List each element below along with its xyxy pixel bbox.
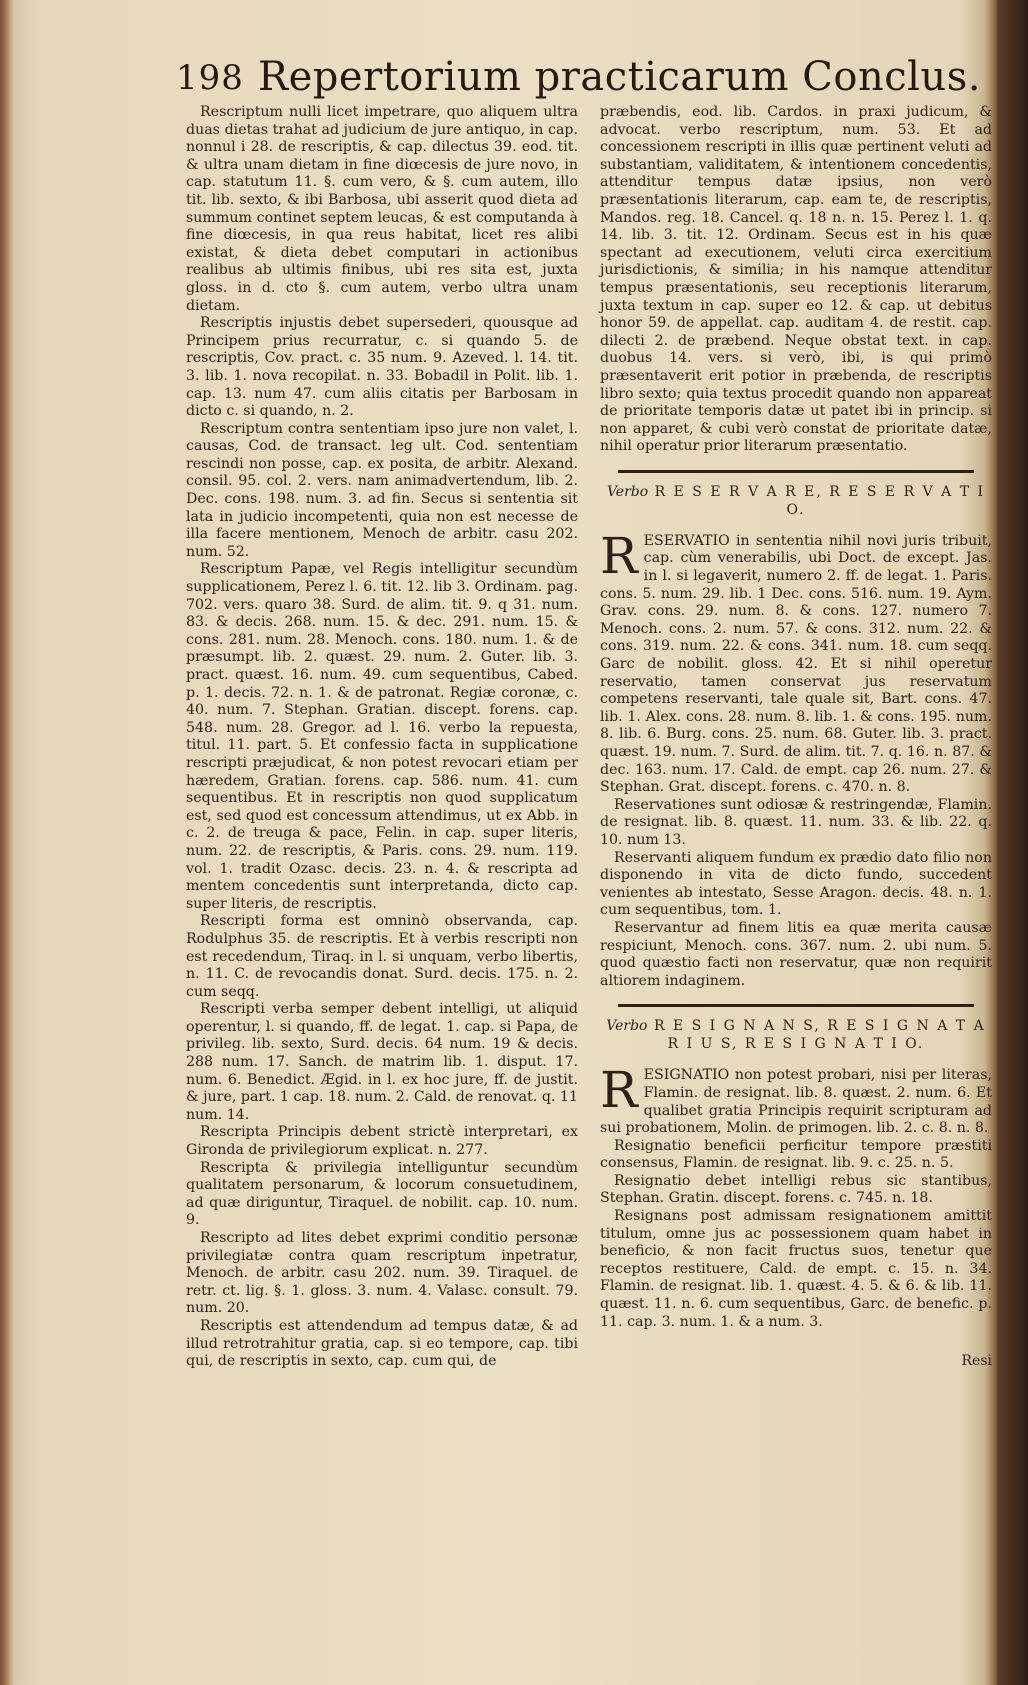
paragraph: Reservationes sunt odiosæ & restringendæ, Flamin. de resignat. lib. 8. quæst. 11. num. 33. & lib. 22. q. 10. num 13. xyxy=(600,796,992,848)
section-divider xyxy=(618,1004,974,1007)
drop-cap: R xyxy=(600,526,638,585)
catchword: Resi xyxy=(961,1353,992,1370)
book-binding-edge xyxy=(998,0,1028,1685)
paragraph: Resignans post admissam resignationem amittit titulum, omne jus ac possessionem quam habet in beneficio, & non facit fructus suos, tenetur que receptos restituere, Cald. de empt. c. 15. n. 34. Flamin. de resignat. lib. 1. quæst. 4. 5. & 6. & lib. 11. quæst. 11. n. 6. cum sequentibus, Garc. de benefic. p. 11. cap. 3. num. 1. & a num. 3. xyxy=(600,1208,992,1330)
paragraph: Rescriptis est attendendum ad tempus datæ, & ad illud retrotrahitur gratia, cap. si eo tempore, cap. tibi qui, de rescriptis in sexto, cap. cum qui, de xyxy=(186,1317,578,1370)
right-column xyxy=(600,104,992,1371)
page-header xyxy=(176,54,981,108)
drop-cap: R xyxy=(600,1061,638,1120)
paragraph-text: ESERVATIO in sententia nihil novi juris tribuit, cap. cùm venerabilis, ubi Doct. de except. Jas. in l. si legaverit, numero 2. ff. de legat. 1. Paris. cons. 5. num. 29. lib. 1 Dec. cons. 516. num. 19. Aym. Grav. cons. 29. num. 8. & cons. 127. numero 7. Menoch. cons. 2. num. 57. & cons. 312. num. 22. & cons. 319. num. 22. & cons. 341. num. 18. cum seqq. Garc de nobilit. gloss. 42. Et si nihil operetur reservatio, tamen conservat jus reservatum competens reservanti, tale quale sit, Bart. cons. 47. lib. 1. Alex. cons. 28. num. 8. lib. 1. & cons. 195. num. 8. lib. 6. Burg. cons. 25. num. 68. Guter. lib. 3. pract. quæst. 19. num. 7. Surd. de alim. tit. 7. q. 16. n. 87. & dec. 163. num. 17. Cald. de empt. cap 26. num. 27. & Stephan. Grat. discept. forens. c. 470. n. 8. xyxy=(600,532,992,796)
heading-text: R E S I G N A N S, R E S I G N A T A R I U S, R E S I G N A T I O. xyxy=(653,1018,986,1053)
section-heading-reservare xyxy=(600,483,992,519)
paragraph: Reservanti aliquem fundum ex prædio dato filio non disponendo in vita de dicto fundo, succedent venientes ab intestato, Sesse Aragon. decis. 48. n. 1. cum sequentibus, tom. 1. xyxy=(600,849,992,919)
paragraph: Reservantur ad finem litis ea quæ merita causæ respiciunt, Menoch. cons. 367. num. 2. ubi num. 5. quod quæstio facti non reservatur, quæ non requirit altiorem indaginem. xyxy=(600,919,992,989)
section-body-resignans xyxy=(600,1061,992,1331)
paragraph: Rescriptis injustis debet supersederi, quousque ad Principem prius recurratur, c. si quando 5. de rescriptis, Cov. pract. c. 35 num. 9. Azeved. l. 14. tit. 3. lib. 1. nova recopilat. n. 33. Bobadil in Polit. lib. 1. cap. 13. num 47. cum aliis citatis per Barbosam in dicto c. si quando, n. 2. xyxy=(186,315,578,420)
heading-prefix: Verbo xyxy=(606,1018,648,1035)
section-body-reservare xyxy=(600,526,992,990)
paragraph: Rescriptum Papæ, vel Regis intelligitur secundùm supplicationem, Perez l. 6. tit. 12. lib 3. Ordinam. pag. 702. vers. quaro 38. Surd. de alim. tit. 9. q 31. num. 83. & decis. 268. num. 15. & dec. 291. num. 15. & cons. 281. num. 28. Menoch. cons. 180. num. 1. & de præsumpt. lib. 2. quæst. 29. num. 2. Guter. lib. 3. pract. quæst. 16. num. 49. cum sequentibus, Cabed. p. 1. decis. 72. n. 1. & de patronat. Regiæ coronæ, c. 40. num. 7. Stephan. Gratian. discept. forens. cap. 548. num. 28. Gregor. ad l. 16. verbo la repuesta, titul. 11. part. 5. Et confessio facta in supplicatione rescripti præjudicat, & non potest revocari etiam per hæredem, Gratian. forens. cap. 586. num. 41. cum sequentibus. Et in rescriptis non quod supplicatum est, sed quod est concessum attendimus, ut ex Abb. in c. 2. de treuga & pace, Felin. in cap. super literis, num. 22. de rescriptis, & Paris. cons. 29. num. 119. vol. 1. tradit Ozasc. decis. 23. n. 4. & rescripta ad mentem concedentis sunt interpretanda, dicto cap. super literis, de rescriptis. xyxy=(186,561,578,912)
paragraph: Rescriptum contra sententiam ipso jure non valet, l. causas, Cod. de transact. leg ult. Cod. sententiam rescindi non posse, cap. ex posita, de arbitr. Alexand. consil. 95. col. 2. vers. nam animadvertendum, lib. 2. Dec. cons. 198. num. 3. ad fin. Secus si sententia sit lata in judicio incompetenti, quia non est necesse de illa facere mentionem, Menoch de arbitr. casu 202. num. 52. xyxy=(186,420,578,560)
paragraph: præbendis, eod. lib. Cardos. in praxi judicum, & advocat. verbo rescriptum, num. 53. Et ad concessionem rescripti in illis quæ pertinent veluti ad substantiam, validitatem, & intentionem concedentis, attenditur tempus datæ ipsius, non verò præsentationis literarum, cap. eam te, de rescriptis, Mandos. reg. 18. Cancel. q. 18 n. n. 15. Perez l. 1. q. 14. lib. 3. tit. 12. Ordinam. Secus est in his quæ spectant ad executionem, veluti circa exercitium jurisdictionis, & similia; in his namque attenditur tempus præsentationis, seu receptionis literarum, juxta textum in cap. super eo 12. & cap. ut debitus honor 59. de appellat. cap. auditam 4. de restit. cap. dilecti 2. de præbend. Neque obstat text. in cap. duobus 14. vers. si verò, ibi, is qui primò præsentaverit erit potior in præbenda, de rescriptis libro sexto; quia textus procedit quando non appareat de prioritate temporis datæ ut patet ibi in princip. si non apparet, & cubi verò constat de prioritate datæ, nihil operatur prior literarum præsentatio. xyxy=(600,104,992,455)
heading-text: R E S E R V A R E, R E S E R V A T I O. xyxy=(654,483,986,518)
paragraph: Resignatio beneficii perficitur tempore præstiti consensus, Flamin. de resignat. lib. 9. c. 25. n. 5. xyxy=(600,1137,992,1172)
paragraph: Rescriptum nulli licet impetrare, quo aliquem ultra duas dietas trahat ad judicium de jure antiquo, in cap. nonnul i 28. de rescriptis, & cap. dilectus 39. eod. tit. & ultra unam dietam in fine diœcesis de jure novo, in cap. statutum 11. §. cum vero, & §. cum autem, illo tit. lib. sexto, & ibi Barbosa, ubi asserit quod dieta ad summum continet septem leucas, & est computanda à fine diœcesis, in qua reus habitat, licet res alibi existat, & dieta debet computari in actionibus realibus ab ultimis finibus, ubi res sita est, juxta gloss. in d. cto §. cum autem, verbo ultra unam dietam. xyxy=(186,104,578,314)
page-number: 198 xyxy=(176,58,244,98)
paragraph: Rescripto ad lites debet exprimi conditio personæ privilegiatæ contra quam rescriptum inpetratur, Menoch. de arbitr. casu 202. num. 39. Tiraquel. de retr. ct. lig. §. 1. gloss. 3. num. 4. Valasc. consult. 79. num. 20. xyxy=(186,1230,578,1317)
running-title: Repertorium practicarum Conclus. xyxy=(258,54,981,100)
paragraph: Rescripti forma est omninò observanda, cap. Rodulphus 35. de rescriptis. Et à verbis rescripti non est recedendum, Tiraq. in l. si unquam, verbo libertis, n. 11. C. de revocandis donat. Surd. decis. 175. n. 2. cum seqq. xyxy=(186,913,578,1000)
paragraph: Resignatio debet intelligi rebus sic stantibus, Stephan. Gratin. discept. forens. c. 745. n. 18. xyxy=(600,1172,992,1207)
left-column xyxy=(186,104,578,1371)
heading-prefix: Verbo xyxy=(606,483,649,500)
section-heading-resignans xyxy=(600,1017,992,1053)
paragraph: Rescripti verba semper debent intelligi, ut aliquid operentur, l. si quando, ff. de legat. 1. cap. si Papa, de privileg. lib. sexto, Surd. decis. 64 num. 19 & decis. 288 num. 17. Sanch. de matrim lib. 1. disput. 17. num. 6. Benedict. Ægid. in l. ex hoc jure, ff. de justit. & jure, part. 1 cap. 18. num. 2. Cald. de renovat. q. 11 num. 14. xyxy=(186,1001,578,1123)
paragraph: Rescripta & privilegia intelliguntur secundùm qualitatem personarum, & locorum consuetudinem, ad quæ diriguntur, Tiraquel. de nobilit. cap. 10. num. 9. xyxy=(186,1159,578,1229)
paragraph-text: ESIGNATIO non potest probari, nisi per literas, Flamin. de resignat. lib. 8. quæst. 2. num. 6. Et qualibet gratia Principis requirit scripturam ad sui probationem, Molin. de primogen. lib. 2. c. 8. n. 8. xyxy=(600,1067,992,1137)
paragraph: Rescripta Principis debent strictè interpretari, ex Gironda de privilegiorum explicat. n. 277. xyxy=(186,1124,578,1159)
section-divider xyxy=(618,470,974,473)
